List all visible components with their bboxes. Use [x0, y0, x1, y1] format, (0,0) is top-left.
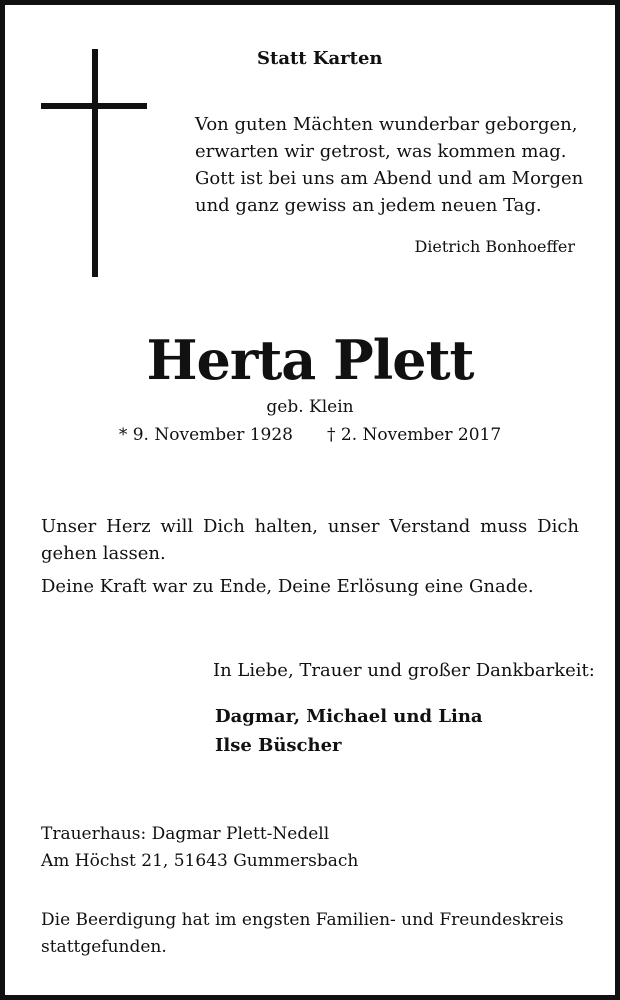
farewell-paragraph-2: Deine Kraft war zu Ende, Deine Erlösung eine Gnade. [41, 576, 534, 597]
mourner-name: Dagmar, Michael und Lina [215, 706, 483, 727]
address-line: Am Höchst 21, 51643 Gummersbach [41, 851, 359, 871]
mourners-list [215, 702, 483, 760]
poem-line: und ganz gewiss an jedem neuen Tag. [195, 195, 542, 216]
life-dates [5, 425, 615, 445]
mourner-name: Ilse Büscher [215, 735, 342, 756]
cross-horizontal-bar [41, 103, 147, 109]
mourners-intro: In Liebe, Trauer und großer Dankbarkeit: [213, 660, 595, 681]
poem-line: Von guten Mächten wunderbar geborgen, [195, 114, 578, 135]
cross-vertical-bar [92, 49, 98, 277]
poem [195, 111, 595, 219]
deceased-name: Herta Plett [146, 328, 474, 392]
address-line: Trauerhaus: Dagmar Plett-Nedell [41, 824, 330, 844]
funeral-note: Die Beerdigung hat im engsten Familien- und Freundeskreis stattgefunden. [41, 910, 564, 957]
poem-author: Dietrich Bonhoeffer [414, 237, 575, 256]
statt-karten-heading: Statt Karten [257, 48, 383, 69]
poem-line: erwarten wir getrost, was kommen mag. [195, 141, 567, 162]
birth-date: * 9. November 1928 [118, 425, 293, 445]
maiden-name: geb. Klein [266, 397, 354, 417]
farewell-paragraph: Unser Herz will Dich halten, unser Verstand muss Dich gehen lassen. [41, 516, 579, 564]
poem-line: Gott ist bei uns am Abend und am Morgen [195, 168, 584, 189]
mourning-house-address [41, 821, 358, 875]
death-date: † 2. November 2017 [327, 425, 502, 445]
